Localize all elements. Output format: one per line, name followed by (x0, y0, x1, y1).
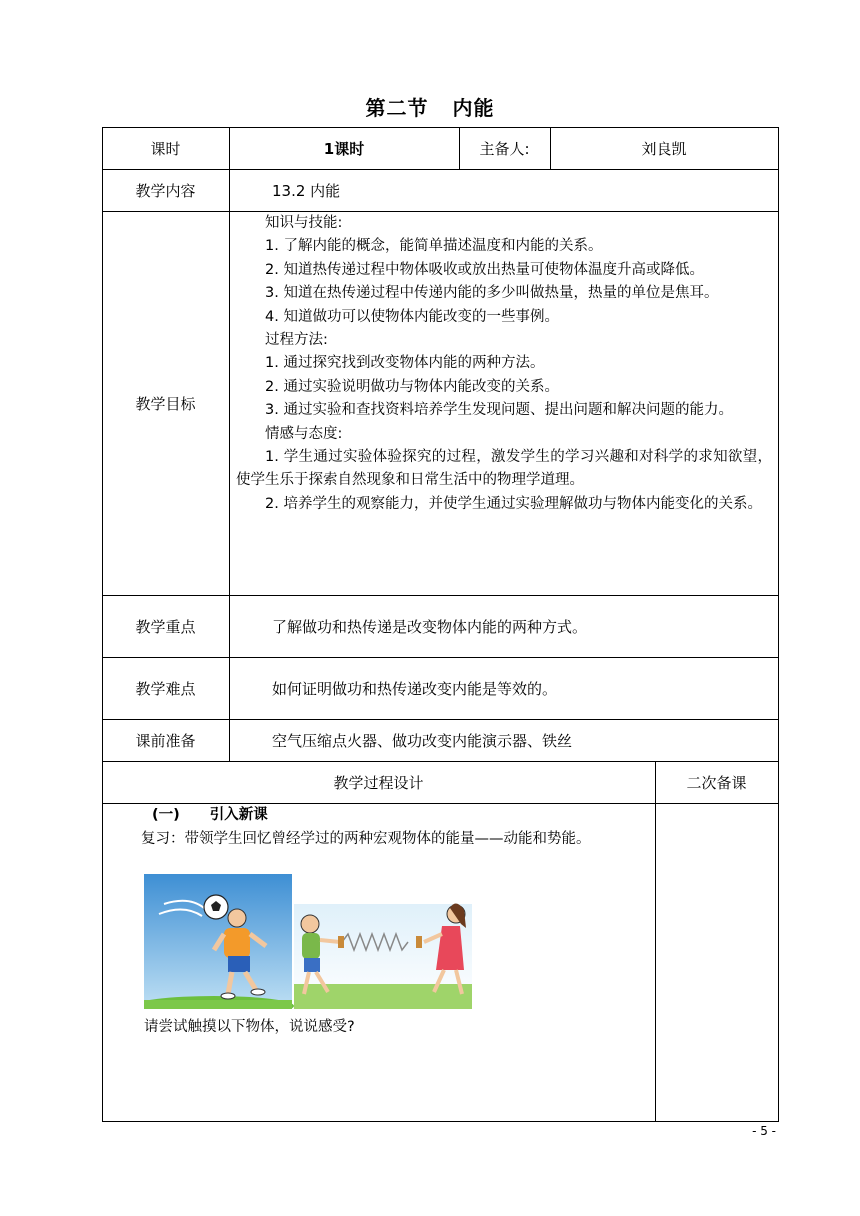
objective-item: 2. 通过实验说明做功与物体内能改变的关系。 (265, 378, 559, 395)
section-number: (一) (152, 807, 180, 823)
hours-value: 1课时 (323, 139, 365, 158)
content-value: 13.2 内能 (272, 181, 341, 200)
preparation-label: 课前准备 (135, 731, 196, 750)
process-content (112, 804, 650, 851)
page-title (0, 92, 860, 121)
objectives-label: 教学目标 (135, 394, 196, 413)
illustrations (144, 874, 474, 1009)
preparer-label: 主备人: (479, 139, 530, 158)
objective-item: 3. 知道在热传递过程中传递内能的多少叫做热量，热量的单位是焦耳。 (265, 285, 719, 302)
difficulty-label: 教学难点 (135, 679, 196, 698)
preparation-value: 空气压缩点火器、做功改变内能演示器、铁丝 (272, 731, 573, 750)
objective-item: 2. 培养学生的观察能力，并使学生通过实验理解做功与物体内能变化的关系。 (265, 495, 762, 512)
lesson-plan-table (102, 127, 779, 1122)
objective-item: 1. 学生通过实验体验探究的过程，激发学生的学习兴趣和对科学的求知欲望，使学生乐于探索自然现象和日常生活中的物理学道理。 (236, 449, 772, 489)
difficulty-value: 如何证明做功和热传递改变内能是等效的。 (272, 679, 558, 698)
objective-heading: 情感与态度: (265, 425, 343, 442)
spring-picture (294, 903, 472, 1009)
objective-item: 1. 了解内能的概念，能简单描述温度和内能的关系。 (265, 238, 603, 255)
objective-item: 2. 知道热传递过程中物体吸收或放出热量可使物体温度升高或降低。 (265, 261, 704, 278)
process-design-header: 教学过程设计 (333, 773, 424, 792)
kinetic-potential-illustration (144, 874, 474, 1009)
key-point-label: 教学重点 (135, 617, 196, 636)
page-number: - 5 - (752, 1124, 776, 1138)
second-prep-header: 二次备课 (686, 773, 747, 792)
title-section: 第二节 (365, 96, 429, 120)
objective-item: 3. 通过实验和查找资料培养学生发现问题、提出问题和解决问题的能力。 (265, 402, 733, 419)
prompt-text: 请尝试触摸以下物体，说说感受? (144, 1018, 355, 1035)
objectives-text (236, 212, 772, 516)
preparer-name: 刘良凯 (641, 139, 687, 158)
review-text: 复习：带领学生回忆曾经学过的两种宏观物体的能量——动能和势能。 (141, 830, 591, 847)
objective-item: 4. 知道做功可以使物体内能改变的一些事例。 (265, 308, 559, 325)
soccer-picture (144, 874, 294, 1009)
hours-label: 课时 (150, 139, 181, 158)
content-label: 教学内容 (135, 181, 196, 200)
section-title: 引入新课 (209, 807, 268, 823)
key-point-value: 了解做功和热传递是改变物体内能的两种方式。 (272, 617, 588, 636)
objective-item: 1. 通过探究找到改变物体内能的两种方法。 (265, 355, 545, 372)
objective-heading: 过程方法: (265, 332, 328, 349)
objective-heading: 知识与技能: (265, 215, 343, 231)
title-topic: 内能 (452, 96, 495, 120)
